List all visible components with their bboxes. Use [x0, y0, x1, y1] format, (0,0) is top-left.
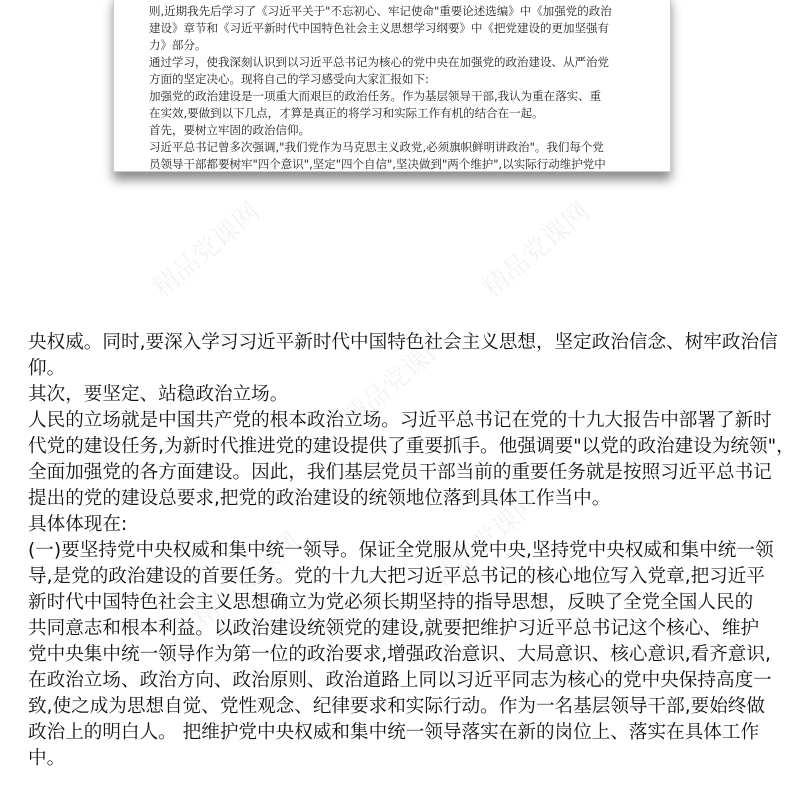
preview-text-line: 在实效,要做到以下几点，才算是真正的将学习和实际工作有机的结合在一起。 — [149, 106, 544, 120]
preview-text-line: 通过学习，使我深刻认识到以习近平总书记为核心的党中央在加强党的政治建设、从严治党 — [149, 55, 609, 69]
body-text-line: (一)要坚持党中央权威和集中统一领导。保证全党服从党中央,坚持党中央权威和集中统一领 — [28, 540, 774, 561]
watermark-text: 精品党课网 — [477, 197, 597, 304]
body-text-line: 新时代中国特色社会主义思想确立为党必须长期坚持的指导思想，反映了全党全国人民的 — [28, 592, 754, 613]
preview-text-line: 首先，要树立牢固的政治信仰。 — [149, 123, 310, 137]
body-text-line: 央权威。同时,要深入学习习近平新时代中国特色社会主义思想，坚定政治信念、树牢政治信 — [28, 332, 778, 353]
body-text-line: 政治上的明白人。 把维护党中央权威和集中统一领导落实在新的岗位上、落实在具体工作 — [28, 722, 760, 743]
body-text-line: 人民的立场就是中国共产党的根本政治立场。习近平总书记在党的十九大报告中部署了新时 — [28, 410, 772, 431]
preview-text-line: 则,近期我先后学习了《习近平关于"不忘初心、牢记使命"重要论述选编》中《加强党的政治 — [149, 4, 612, 18]
watermark-text: 精品党课网 — [337, 327, 457, 434]
preview-text-line: 员领导干部都要树牢"四个意识",坚定"四个自信",坚决做到"两个维护",以实际行动维护党中 — [149, 157, 606, 171]
document-page-preview — [113, 0, 671, 172]
preview-text-line: 方面的坚定决心。现将自己的学习感受向大家汇报如下: — [149, 72, 429, 86]
body-text-line: 具体体现在: — [28, 514, 128, 535]
body-text-line: 致,使之成为思想自觉、党性观念、纪律要求和实际行动。作为一名基层领导干部,要始终做 — [28, 696, 765, 717]
body-text-line: 中。 — [28, 748, 66, 769]
body-text-line: 代党的建设任务,为新时代推进党的建设提供了重要抓手。他强调要"以党的政治建设为统领"， — [28, 436, 795, 457]
body-text-line: 共同意志和根本利益。以政治建设统领党的建设,就要把维护习近平总书记这个核心、维护 — [28, 618, 760, 639]
preview-text-line: 建设》章节和《习近平新时代中国特色社会主义思想学习纲要》中《把党建设的更加坚强有 — [149, 21, 609, 35]
body-text-line: 全面加强党的各方面建设。因此，我们基层党员干部当前的重要任务就是按照习近平总书记 — [28, 462, 772, 483]
preview-text-line: 加强党的政治建设是一项重大而艰巨的政治任务。作为基层领导干部,我认为重在落实、重 — [149, 89, 602, 103]
preview-text-line: 习近平总书记曾多次强调,"我们党作为马克思主义政党,必须旗帜鲜明讲政治"。我们每个党 — [149, 140, 604, 154]
body-text-line: 其次，要坚定、站稳政治立场。 — [28, 384, 289, 405]
body-text-line: 仰。 — [28, 358, 66, 379]
body-text-line: 提出的党的建设总要求,把党的政治建设的统领地位落到具体工作当中。 — [28, 488, 611, 509]
body-text-line: 党中央集中统一领导作为第一位的政治要求,增强政治意识、大局意识、核心意识,看齐意识, — [28, 644, 771, 665]
preview-text-line: 力》部分。 — [149, 38, 207, 52]
watermark-text: 精品党课网 — [427, 487, 547, 594]
watermark-text: 精品党课网 — [187, 527, 307, 634]
body-text-line: 在政治立场、政治方向、政治原则、政治道路上同以习近平同志为核心的党中央保持高度一 — [28, 670, 772, 691]
watermark-text: 精品党课网 — [147, 197, 267, 304]
body-text-line: 导,是党的政治建设的首要任务。党的十九大把习近平总书记的核心地位写入党章,把习近平 — [28, 566, 765, 587]
